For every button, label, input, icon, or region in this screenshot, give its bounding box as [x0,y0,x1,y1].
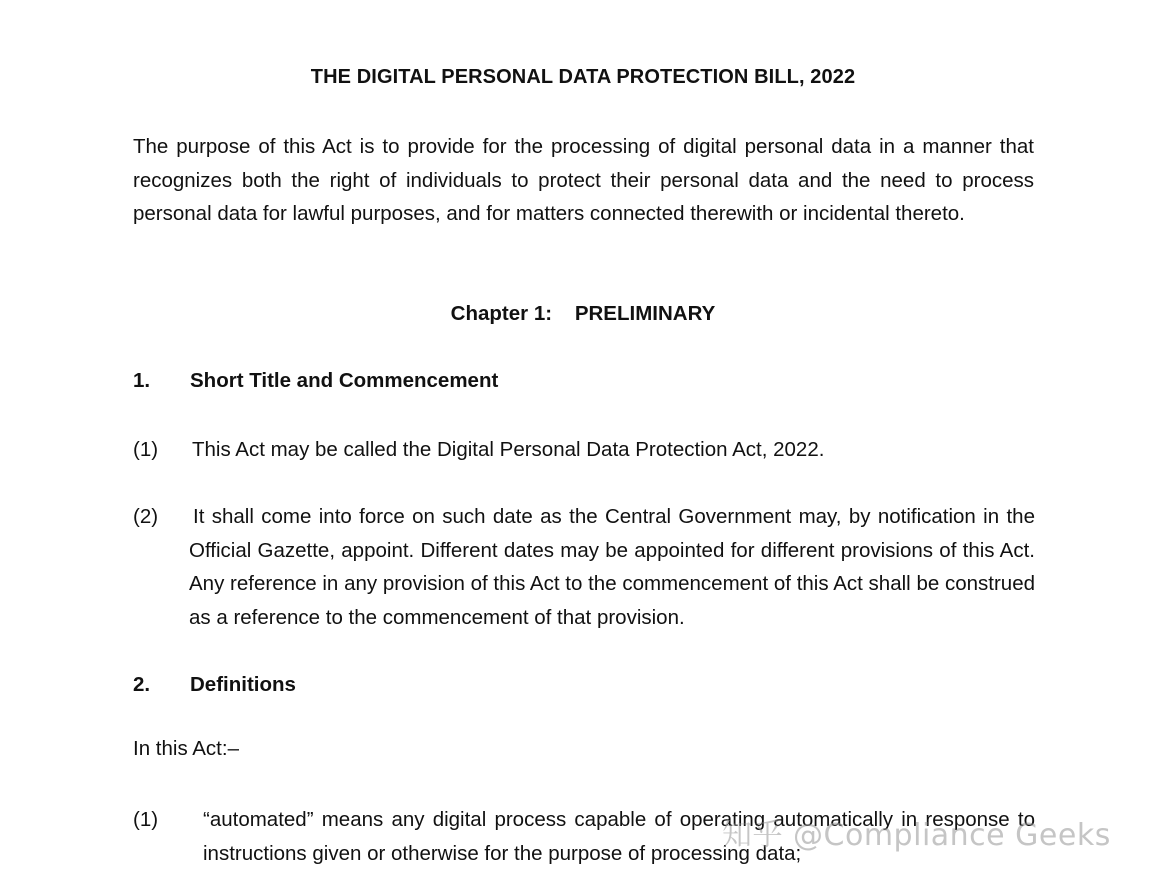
purpose-paragraph: The purpose of this Act is to provide for the processing of digital personal data in a manner that recognizes both the right of individuals to protect their personal data and the need to process personal data for lawful purposes, and for matters connected therewith or incidental thereto. [133,135,1034,226]
document-title: THE DIGITAL PERSONAL DATA PROTECTION BILL, 2022 [310,66,856,88]
chapter-heading: Chapter 1: PRELIMINARY [450,302,716,325]
clause-text: This Act may be called the Digital Personal Data Protection Act, 2022. [192,438,825,461]
watermark: 知乎 @Compliance Geeks [722,818,1111,853]
clause-text: “automated” means any digital process capable of operating automatically in response to instructions given or otherwise for the purpose of processing data; [203,808,1035,865]
section-number: 1. [133,369,151,392]
section-title: Short Title and Commencement [190,369,499,392]
clause-text: It shall come into force on such date as the Central Government may, by notification in the Official Gazette, appoint. Different dates may be appointed for different provisions of this Act. Any reference in any provision of this Act to the commencement of this Act shall be construed as a reference to the commencement of that provision. [189,505,1035,629]
clause-number: (2) [133,505,159,528]
clause-number: (1) [133,808,159,831]
clause-number: (1) [133,438,159,461]
section-number: 2. [133,673,151,696]
definitions-intro: In this Act:– [133,737,239,760]
section-title: Definitions [190,673,296,696]
